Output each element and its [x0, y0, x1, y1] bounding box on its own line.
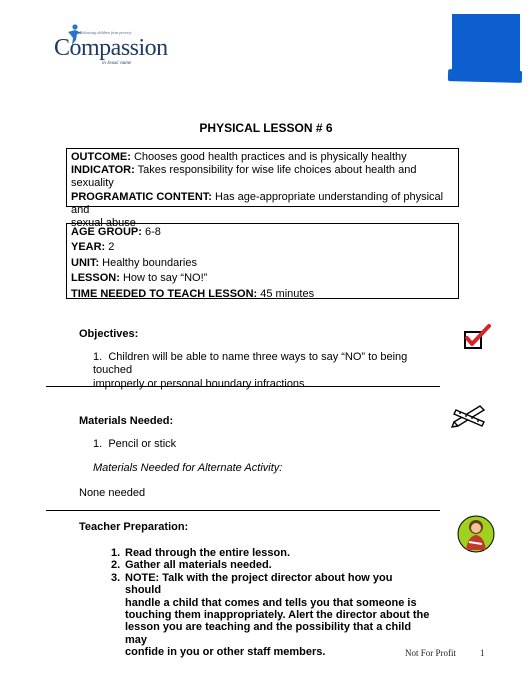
logo-wordmark: Compassion: [54, 35, 168, 61]
page-number: 1: [480, 648, 485, 658]
teacher-prep-item-line: confide in you or other staff members.: [125, 646, 326, 659]
teacher-prep-item-line: lesson you are teaching and the possibility that a child may: [125, 621, 412, 646]
teacher-prep-item-number: 1.: [111, 547, 121, 559]
age-group-row: [71, 226, 454, 239]
outcome-row: [71, 151, 454, 164]
programatic-label: PROGRAMATIC CONTENT:: [71, 190, 212, 203]
logo-subline: in Jesus' name: [102, 61, 132, 66]
unit-label: UNIT:: [71, 256, 100, 269]
indicator-row: [71, 164, 454, 190]
time-label: TIME NEEDED TO TEACH LESSON:: [71, 287, 258, 300]
pencil-ruler-icon: [450, 400, 488, 428]
materials-item: [93, 438, 176, 451]
materials-item-text: Pencil or stick: [108, 438, 177, 450]
teacher-prep-item: [111, 572, 431, 659]
unit-row: [71, 257, 454, 270]
teacher-prep-item-line: NOTE: Talk with the project director about how you should: [125, 571, 393, 597]
objectives-item-text1: Children will be able to name three ways to say “NO” to being touched: [93, 351, 408, 377]
objectives-item-line1: [93, 351, 443, 378]
checkbox-checkmark-icon: [463, 324, 491, 350]
materials-title: Materials Needed:: [79, 415, 174, 427]
objectives-title: Objectives:: [79, 328, 139, 340]
age-group-value: 6-8: [144, 226, 161, 238]
lesson-label: LESSON:: [71, 272, 120, 285]
indicator-label: INDICATOR:: [71, 164, 135, 177]
programatic-value-line2: sexual abuse: [71, 217, 136, 230]
year-label: YEAR:: [71, 241, 106, 254]
teacher-icon: [456, 514, 496, 554]
teacher-prep-item-line: touching them inappropriately. Alert the director about the: [125, 609, 430, 622]
teacher-prep-list: [111, 547, 431, 659]
alternate-materials-title: Materials Needed for Alternate Activity:: [93, 462, 283, 474]
lesson-info-box: [66, 223, 459, 299]
teacher-prep-item-line: Gather all materials needed.: [125, 559, 272, 572]
lesson-value: How to say “NO!”: [122, 272, 208, 285]
unit-value: Healthy boundaries: [102, 256, 197, 269]
time-value: 45 minutes: [260, 287, 315, 300]
blue-brand-block: [452, 14, 520, 76]
teacher-prep-item-line: handle a child that comes and tells you that someone is: [125, 596, 417, 609]
objectives-item-text2: improperly or personal boundary infractions.: [93, 377, 308, 390]
year-row: [71, 241, 454, 254]
section-divider: [46, 386, 440, 387]
time-row: [71, 288, 454, 301]
section-divider: [46, 510, 440, 511]
outcome-box: [66, 148, 459, 230]
teacher-prep-item-number: 3.: [111, 571, 121, 584]
year-value: 2: [108, 241, 115, 254]
teacher-prep-item-line: Read through the entire lesson.: [125, 547, 291, 559]
materials-item-number: 1.: [93, 438, 103, 450]
indicator-value: Takes responsibility for wise life choices about health and sexuality: [71, 164, 417, 190]
teacher-prep-item: [111, 547, 431, 559]
page-title: PHYSICAL LESSON # 6: [199, 121, 333, 135]
teacher-prep-item: [111, 559, 431, 571]
logo-tagline: Releasing children from poverty: [80, 30, 132, 35]
outcome-value: Chooses good health practices and is physically healthy: [133, 151, 407, 163]
programatic-row: [71, 191, 454, 217]
programatic-value-line1: Has age-appropriate understanding of physical and: [71, 190, 444, 216]
objectives-item-number: 1.: [93, 351, 103, 363]
footer-not-for-profit: Not For Profit: [405, 648, 457, 658]
alternate-materials-value: None needed: [79, 487, 146, 499]
teacher-prep-item-number: 2.: [111, 559, 121, 572]
age-group-label: AGE GROUP:: [71, 226, 142, 238]
compassion-logo: [52, 24, 168, 68]
teacher-prep-title: Teacher Preparation:: [79, 521, 189, 533]
lesson-row: [71, 272, 454, 285]
outcome-label: OUTCOME:: [71, 151, 131, 163]
